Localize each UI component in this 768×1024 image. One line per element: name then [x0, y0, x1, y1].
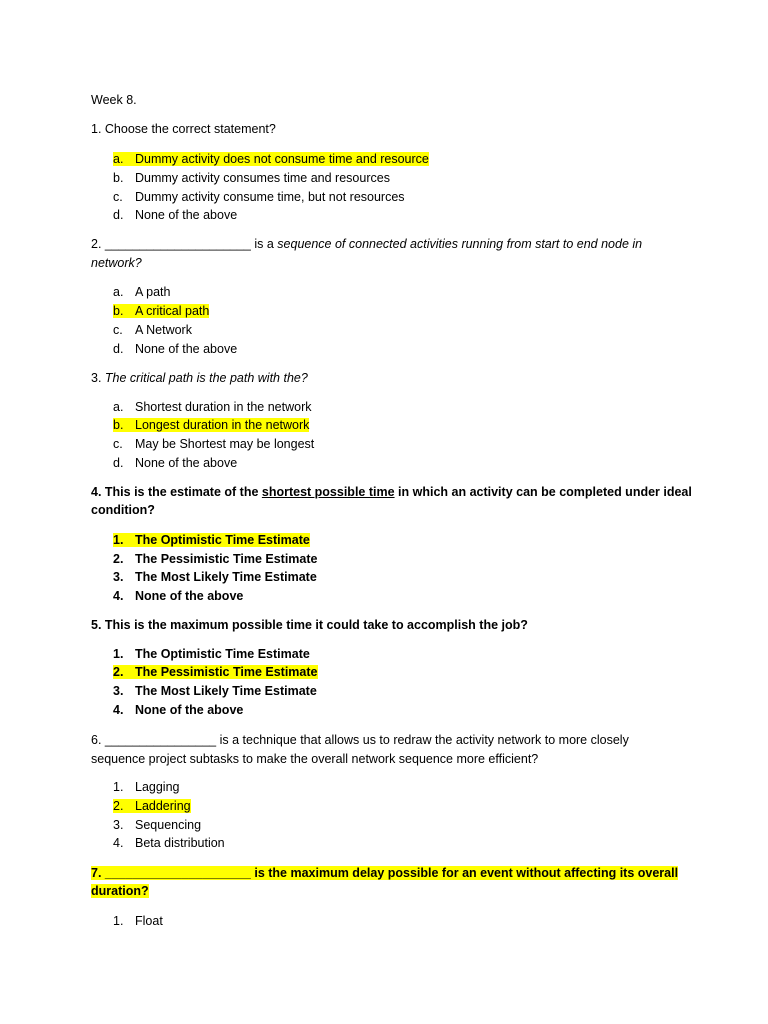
question-4-part-a: 4. This is the estimate of the — [91, 485, 262, 499]
q1-option-c-text: Dummy activity consume time, but not resources — [135, 190, 405, 204]
q2-option-a — [113, 283, 170, 302]
question-3 — [91, 369, 308, 388]
q2-option-c-text: A Network — [135, 323, 192, 337]
question-2-prefix: 2. _____________________ is a — [91, 237, 278, 251]
q5-option-1 — [113, 645, 310, 664]
q1-option-a-text: Dummy activity does not consume time and resource — [135, 152, 429, 166]
q6-option-4-marker: 4. — [113, 836, 124, 850]
q1-option-b — [113, 169, 390, 188]
q3-option-d — [113, 454, 237, 473]
q5-option-3-text: The Most Likely Time Estimate — [135, 684, 317, 698]
q6-option-1 — [113, 778, 180, 797]
q5-option-1-marker: 1. — [113, 647, 124, 661]
q3-option-d-marker: d. — [113, 456, 124, 470]
question-4 — [91, 483, 692, 502]
question-4-part-b: in which an activity can be completed under ideal — [394, 485, 692, 499]
q5-option-3 — [113, 682, 317, 701]
q1-option-a-marker: a. — [113, 152, 124, 166]
q2-option-d — [113, 340, 237, 359]
q7-option-1 — [113, 912, 163, 931]
q5-option-2-text: The Pessimistic Time Estimate — [135, 665, 318, 679]
page-heading: Week 8. — [91, 93, 137, 107]
question-7-cont — [91, 882, 149, 901]
q6-option-3-text: Sequencing — [135, 818, 202, 832]
q3-option-b — [113, 416, 309, 435]
q2-option-c — [113, 321, 192, 340]
q2-option-a-marker: a. — [113, 285, 124, 299]
q4-option-2-text: The Pessimistic Time Estimate — [135, 552, 318, 566]
q3-option-b-text: Longest duration in the network — [135, 418, 310, 432]
question-2 — [91, 235, 642, 254]
q2-option-c-marker: c. — [113, 323, 123, 337]
question-7 — [91, 864, 678, 883]
q1-option-d-marker: d. — [113, 208, 124, 222]
q4-option-2 — [113, 550, 318, 569]
q2-option-d-text: None of the above — [135, 342, 238, 356]
q3-option-b-marker: b. — [113, 418, 124, 432]
q2-option-b — [113, 302, 209, 321]
q4-option-2-marker: 2. — [113, 552, 124, 566]
q6-option-3-marker: 3. — [113, 818, 124, 832]
q4-option-3 — [113, 568, 317, 587]
q6-option-1-text: Lagging — [135, 780, 180, 794]
question-3-number: 3. — [91, 371, 105, 385]
q1-option-c-marker: c. — [113, 190, 123, 204]
q4-option-4 — [113, 587, 243, 606]
q5-option-1-text: The Optimistic Time Estimate — [135, 647, 310, 661]
q3-option-c-text: May be Shortest may be longest — [135, 437, 315, 451]
q4-option-4-text: None of the above — [135, 589, 244, 603]
question-5: 5. This is the maximum possible time it could take to accomplish the job? — [91, 618, 528, 632]
q3-option-d-text: None of the above — [135, 456, 238, 470]
q1-option-d-text: None of the above — [135, 208, 238, 222]
q4-option-1-marker: 1. — [113, 533, 124, 547]
q1-option-b-text: Dummy activity consumes time and resources — [135, 171, 390, 185]
q4-option-3-marker: 3. — [113, 570, 124, 584]
question-6: 6. ________________ is a technique that allows us to redraw the activity network to more closely — [91, 733, 629, 747]
q5-option-4-text: None of the above — [135, 703, 244, 717]
question-3-text: The critical path is the path with the? — [104, 371, 308, 385]
q4-option-3-text: The Most Likely Time Estimate — [135, 570, 317, 584]
question-1: 1. Choose the correct statement? — [91, 122, 276, 136]
q2-option-a-text: A path — [135, 285, 171, 299]
q1-option-d — [113, 206, 237, 225]
q6-option-1-marker: 1. — [113, 780, 124, 794]
question-7-line-2: duration? — [91, 884, 149, 898]
question-6-cont: sequence project subtasks to make the overall network sequence more efficient? — [91, 752, 539, 766]
q3-option-a — [113, 398, 312, 417]
question-4-cont: condition? — [91, 503, 155, 517]
q3-option-a-text: Shortest duration in the network — [135, 400, 312, 414]
q5-option-2 — [113, 663, 318, 682]
q6-option-2 — [113, 797, 191, 816]
q3-option-a-marker: a. — [113, 400, 124, 414]
q1-option-a — [113, 150, 429, 169]
q7-option-1-marker: 1. — [113, 914, 124, 928]
q3-option-c-marker: c. — [113, 437, 123, 451]
question-7-line-1: 7. _____________________ is the maximum delay possible for an event without affecting its overall — [91, 866, 679, 880]
q1-option-b-marker: b. — [113, 171, 124, 185]
q2-option-d-marker: d. — [113, 342, 124, 356]
q6-option-4 — [113, 834, 225, 853]
q5-option-2-marker: 2. — [113, 665, 124, 679]
q3-option-c — [113, 435, 314, 454]
q6-option-4-text: Beta distribution — [135, 836, 225, 850]
q6-option-2-marker: 2. — [113, 799, 124, 813]
question-2-italic: sequence of connected activities running from start to end node in — [277, 237, 643, 251]
q1-option-c — [113, 188, 405, 207]
question-4-underlined: shortest possible time — [261, 485, 395, 499]
q4-option-1-text: The Optimistic Time Estimate — [135, 533, 310, 547]
question-2-cont: network? — [91, 256, 142, 270]
q5-option-4 — [113, 701, 243, 720]
q6-option-3 — [113, 816, 201, 835]
q6-option-2-text: Laddering — [135, 799, 191, 813]
q5-option-3-marker: 3. — [113, 684, 124, 698]
q7-option-1-text: Float — [135, 914, 163, 928]
q2-option-b-marker: b. — [113, 304, 124, 318]
q4-option-1 — [113, 531, 310, 550]
q5-option-4-marker: 4. — [113, 703, 124, 717]
q2-option-b-text: A critical path — [135, 304, 210, 318]
q4-option-4-marker: 4. — [113, 589, 124, 603]
